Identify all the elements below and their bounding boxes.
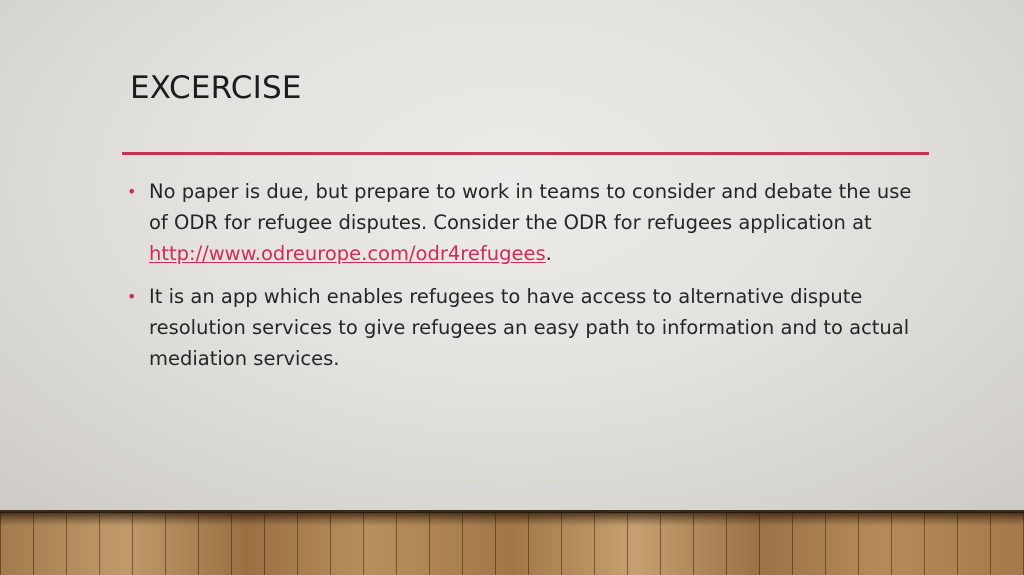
bullet-1-end: . — [545, 242, 552, 265]
floor-shadow — [0, 512, 1024, 526]
bullet-dot-icon: • — [127, 287, 137, 306]
bullet-list — [127, 176, 927, 386]
bullet-item-1 — [127, 176, 927, 269]
bullet-item-2 — [127, 281, 927, 374]
bullet-2-text: It is an app which enables refugees to have access to alternative dispute resolution services to give refugees an easy path to information and to actual mediation services. — [149, 285, 910, 370]
title-divider — [122, 152, 929, 155]
bullet-dot-icon: • — [127, 182, 137, 201]
bullet-1-text: No paper is due, but prepare to work in teams to consider and debate the use of ODR for refugee disputes. Consider the ODR for refugees application at — [149, 180, 912, 234]
slide-title: EXCERCISE — [130, 70, 302, 106]
odr4refugees-link[interactable]: http://www.odreurope.com/odr4refugees — [149, 242, 546, 265]
